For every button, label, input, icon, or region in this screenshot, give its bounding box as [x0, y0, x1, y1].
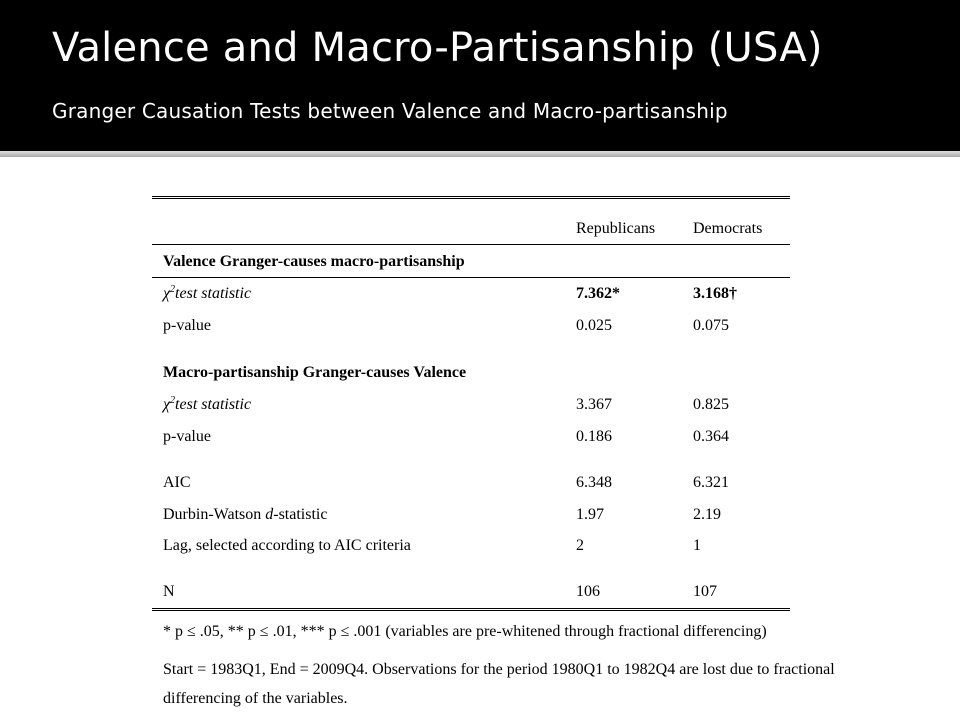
value-chi-dem-1: 3.168†	[693, 285, 737, 302]
dw-label-pre: Durbin-Watson	[163, 506, 266, 523]
col-header-republicans: Republicans	[576, 220, 656, 237]
slide-subtitle: Granger Causation Tests between Valence and Macro-partisanship	[52, 99, 728, 123]
sample-note-line-1: Start = 1983Q1, End = 2009Q4. Observations for the period 1980Q1 to 1982Q4 are lost due to fractional	[163, 661, 835, 678]
row-label-lag: Lag, selected according to AIC criteria	[163, 537, 411, 554]
value-lag-dem: 1	[693, 537, 701, 554]
header-divider	[0, 151, 960, 157]
row-label-chi-square	[163, 284, 251, 304]
significance-note: * p ≤ .05, ** p ≤ .01, *** p ≤ .001 (variables are pre-whitened through fractional differencing)	[163, 623, 767, 640]
chi-symbol: χ	[163, 285, 171, 302]
value-p-dem-2: 0.364	[693, 428, 729, 445]
value-n-rep: 106	[576, 583, 600, 600]
chi-label-text: test statistic	[175, 285, 252, 302]
chi-superscript: 2	[170, 395, 176, 406]
value-p-rep-2: 0.186	[576, 428, 612, 445]
row-label-p-value: p-value	[163, 428, 211, 445]
value-dw-rep: 1.97	[576, 506, 604, 523]
table-bottom-rule	[152, 608, 790, 611]
value-dw-dem: 2.19	[693, 506, 721, 523]
chi-superscript: 2	[170, 284, 176, 295]
slide-title: Valence and Macro-Partisanship (USA)	[52, 25, 823, 71]
value-chi-dem-2: 0.825	[693, 396, 729, 413]
value-p-dem-1: 0.075	[693, 317, 729, 334]
section-rule	[152, 277, 790, 278]
value-n-dem: 107	[693, 583, 717, 600]
chi-label-text: test statistic	[175, 396, 252, 413]
row-label-durbin-watson	[163, 505, 327, 525]
section-heading-partisanship-causes: Macro-partisanship Granger-causes Valence	[163, 364, 467, 381]
dw-label-post: -statistic	[273, 506, 328, 523]
sample-note-line-2: differencing of the variables.	[163, 690, 348, 707]
row-label-p-value: p-value	[163, 317, 211, 334]
dw-label-d: d	[265, 506, 274, 523]
col-header-democrats: Democrats	[693, 220, 763, 237]
slide-header	[0, 0, 960, 151]
value-lag-rep: 2	[576, 537, 584, 554]
row-label-aic: AIC	[163, 474, 191, 491]
value-chi-rep-2: 3.367	[576, 396, 612, 413]
header-rule	[152, 244, 790, 245]
value-chi-rep-1: 7.362*	[576, 285, 620, 302]
row-label-n: N	[163, 583, 175, 600]
value-p-rep-1: 0.025	[576, 317, 612, 334]
value-aic-rep: 6.348	[576, 474, 612, 491]
section-heading-valence-causes: Valence Granger-causes macro-partisanship	[163, 253, 465, 270]
value-aic-dem: 6.321	[693, 474, 729, 491]
row-label-chi-square	[163, 395, 251, 415]
table-top-rule	[152, 196, 790, 199]
chi-symbol: χ	[163, 396, 171, 413]
